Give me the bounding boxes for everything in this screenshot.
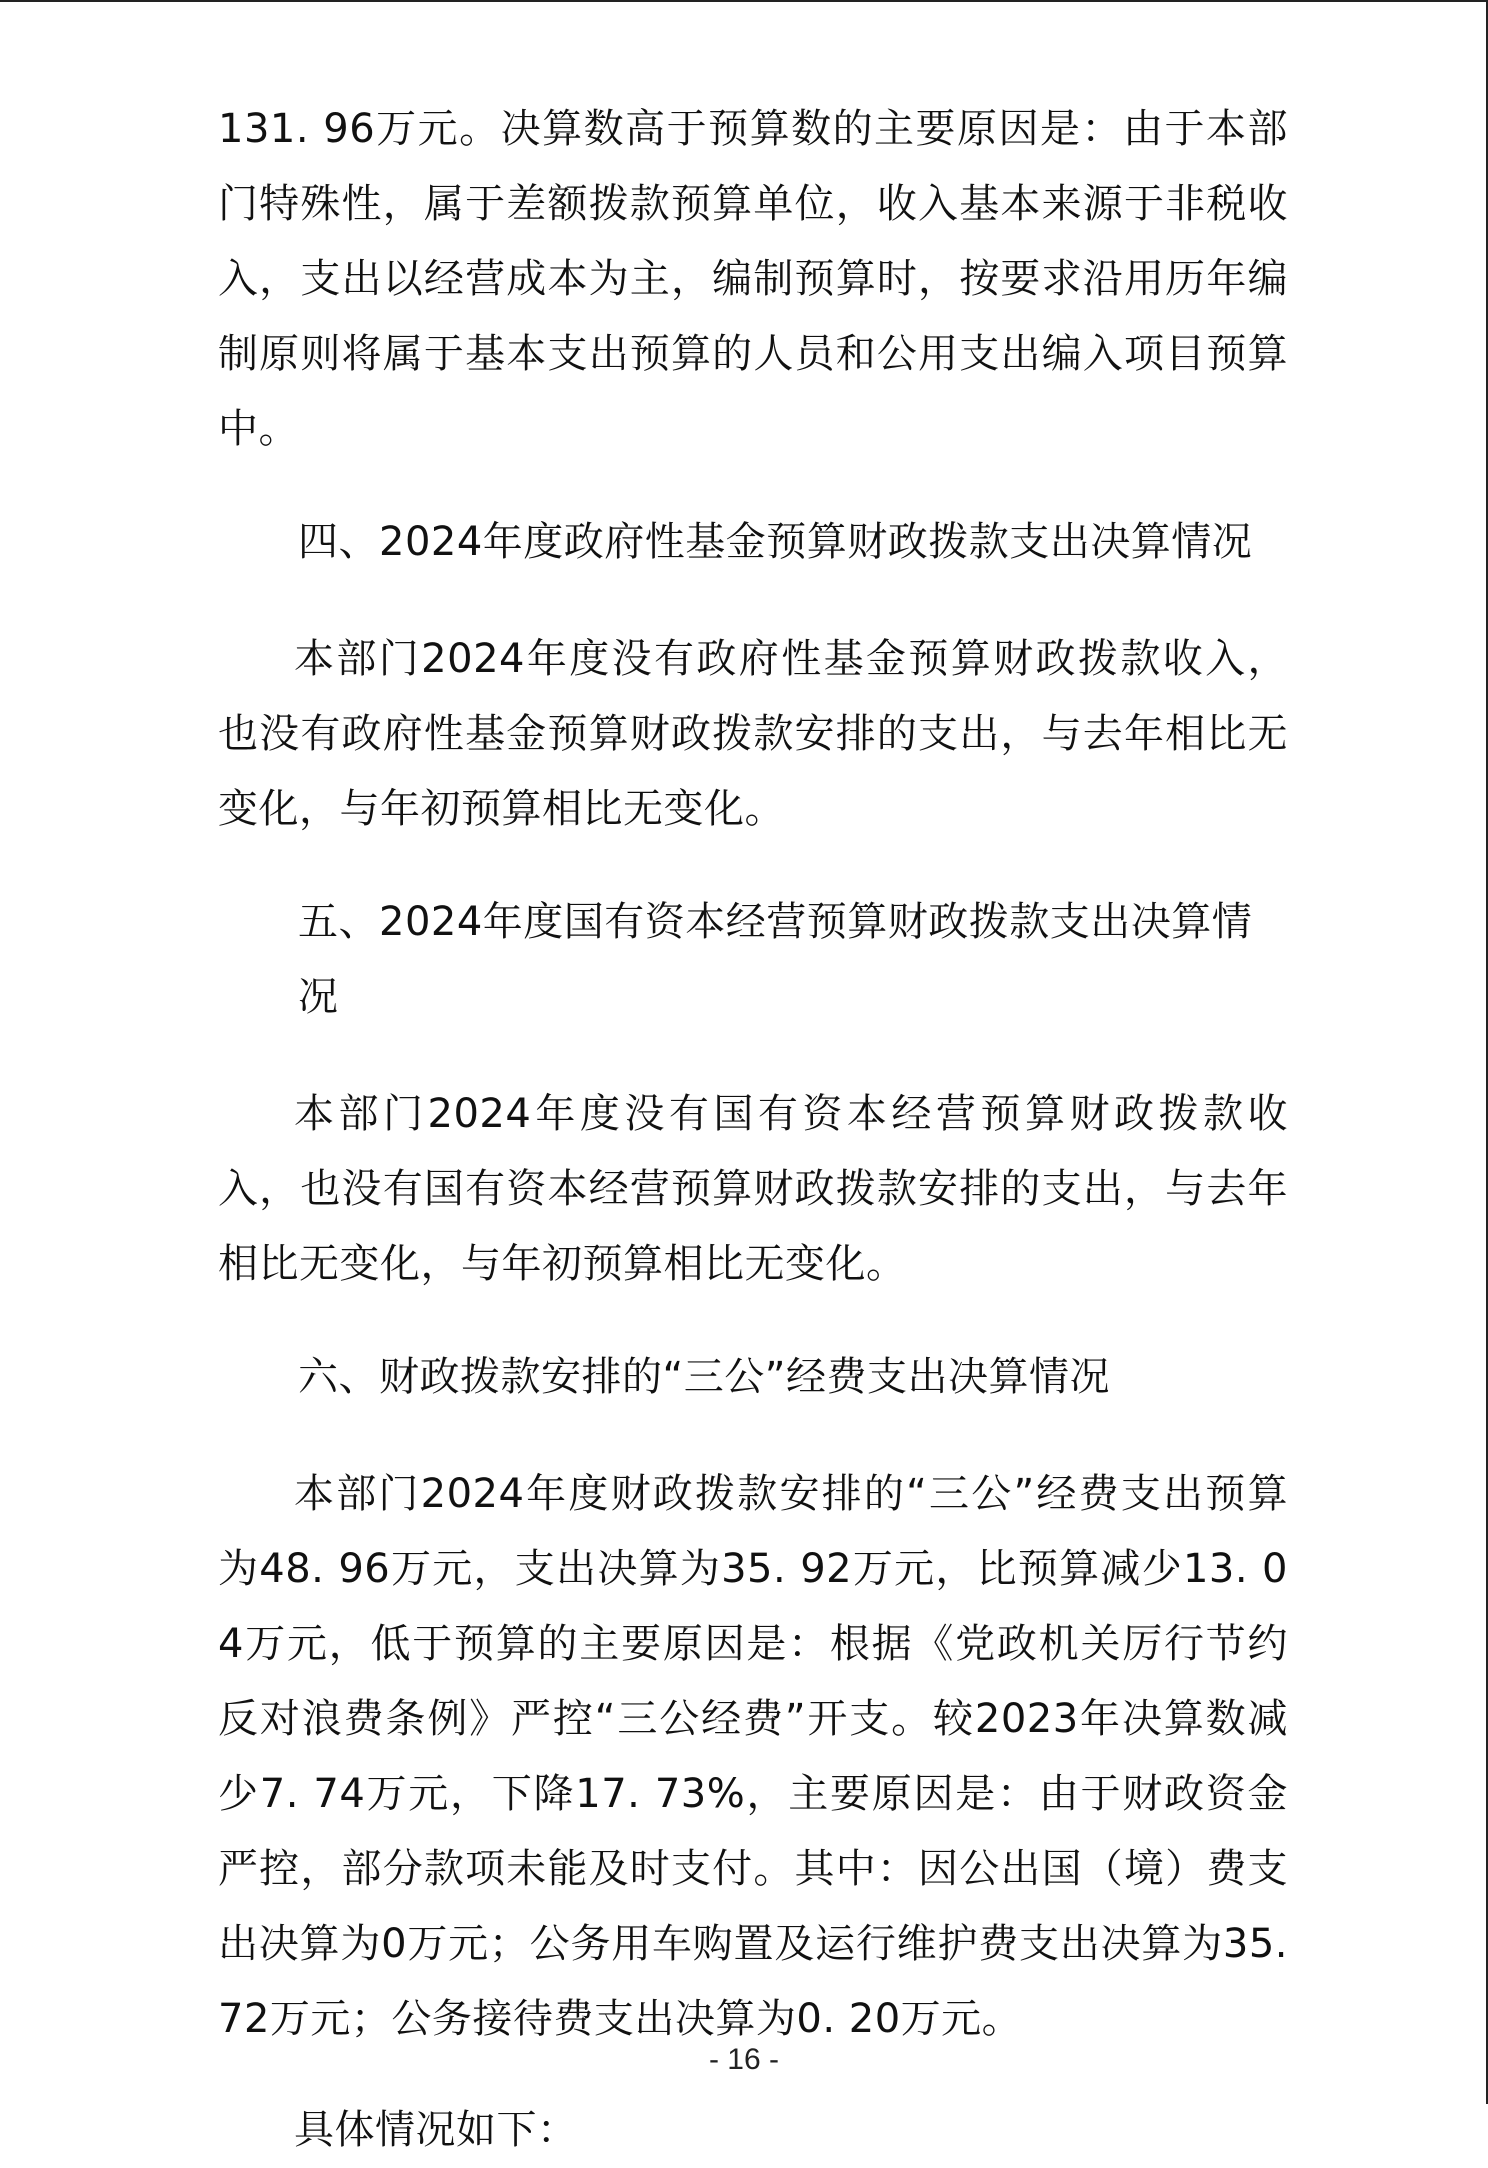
spacer xyxy=(218,1035,1288,1077)
spacer xyxy=(218,1415,1288,1457)
continuation-paragraph: 131. 96万元。决算数高于预算数的主要原因是：由于本部门特殊性，属于差额拨款预算单位，收入基本来源于非税收入，支出以经营成本为主，编制预算时，按要求沿用历年编制原则将属于基本支出预算的人员和公用支出编入项目预算中。 xyxy=(218,106,1288,452)
spacer xyxy=(218,1302,1288,1340)
section-heading-4: 四、2024年度政府性基金预算财政拨款支出决算情况 xyxy=(298,519,1253,565)
section-heading-5: 五、2024年度国有资本经营预算财政拨款支出决算情况 xyxy=(298,899,1253,1020)
spacer xyxy=(218,467,1288,505)
section-body-5: 本部门2024年度没有国有资本经营预算财政拨款收入，也没有国有资本经营预算财政拨款安排的支出，与去年相比无变化，与年初预算相比无变化。 xyxy=(218,1091,1288,1287)
section-body-4: 本部门2024年度没有政府性基金预算财政拨款收入，也没有政府性基金预算财政拨款安排的支出，与去年相比无变化，与年初预算相比无变化。 xyxy=(218,636,1288,832)
spacer xyxy=(218,847,1288,885)
page-number: - 16 - xyxy=(708,2043,780,2076)
closing-line: 具体情况如下： xyxy=(294,2107,578,2153)
document-page xyxy=(218,92,1288,2168)
section-body-6: 本部门2024年度财政拨款安排的“三公”经费支出预算为48. 96万元，支出决算为35. 92万元，比预算减少13. 04万元，低于预算的主要原因是：根据《党政机关厉行节约反对浪费条例》严控“三公经费”开支。较2023年决算数减少7. 74万元，下降17. 73%，主要原因是：由于财政资金严控，部分款项未能及时支付。其中：因公出国（境）费支出决算为0万元；公务用车购置及运行维护费支出决算为35. 72万元；公务接待费支出决算为0. 20万元。 xyxy=(218,1471,1288,2042)
spacer xyxy=(218,580,1288,622)
section-heading-6: 六、财政拨款安排的“三公”经费支出决算情况 xyxy=(298,1354,1110,1400)
